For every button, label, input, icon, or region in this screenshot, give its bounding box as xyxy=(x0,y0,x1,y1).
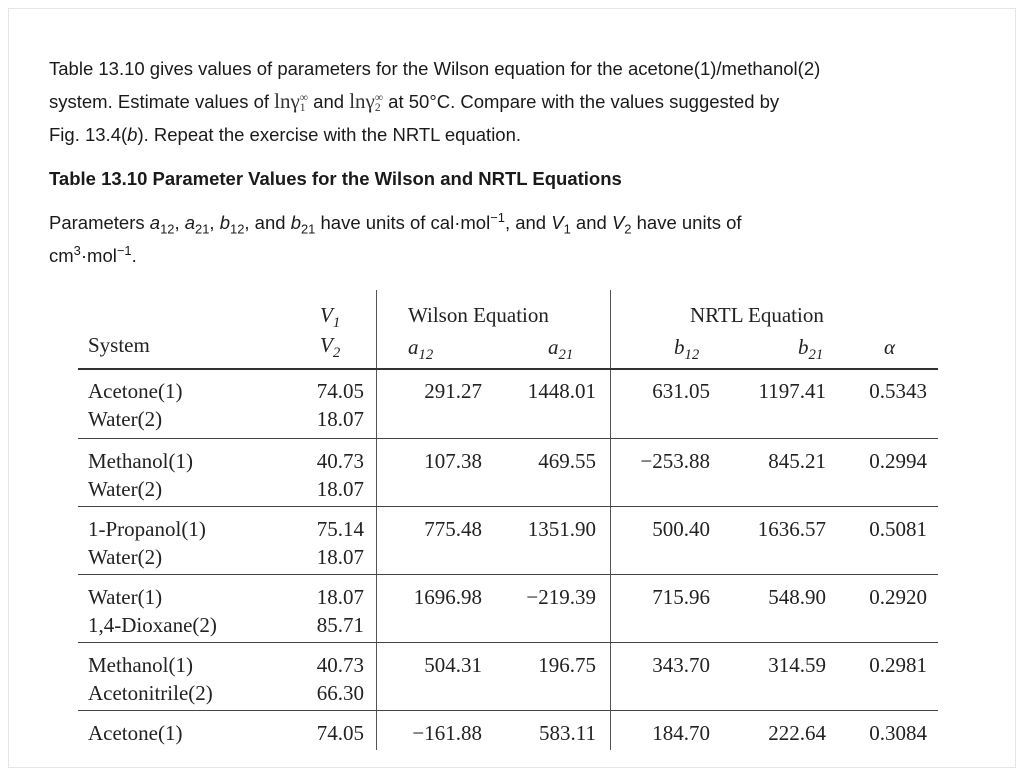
system-component-2: 1,4-Dioxane(2) xyxy=(88,613,217,637)
system-component-1: Acetone(1) xyxy=(88,721,183,745)
system-component-1: 1-Propanol(1) xyxy=(88,517,206,541)
cell-a12: 1696.98 xyxy=(413,585,482,609)
row-rule xyxy=(78,438,938,439)
cell-alpha: 0.5081 xyxy=(869,517,927,541)
cell-b21: 222.64 xyxy=(768,721,826,745)
cell-v1: 75.14 xyxy=(316,517,364,541)
cell-a12: 107.38 xyxy=(424,449,482,473)
system-component-2: Water(2) xyxy=(88,545,163,569)
header-alpha: α xyxy=(884,335,896,359)
cell-a12: 291.27 xyxy=(424,379,482,403)
system-component-1: Methanol(1) xyxy=(88,449,193,473)
header-v2: $V_2$ xyxy=(320,333,341,362)
row-rule xyxy=(78,642,938,643)
cell-v2: 18.07 xyxy=(316,407,364,431)
system-component-1: Methanol(1) xyxy=(88,653,193,677)
system-component-1: Water(1) xyxy=(88,585,163,609)
header-v1: $V_1$ xyxy=(320,303,341,332)
units-note: Parameters $a_{12}$, $a_{21}$, $b_{12}$, and $b_{21}$ have units of cal·mol$^{-1}$, and $V_1$ and $V_2$ have units of $cm^3\cdot mol^{-1}$. xyxy=(49,209,742,266)
cell-b21: 845.21 xyxy=(768,449,826,473)
cell-b12: 500.40 xyxy=(652,517,710,541)
cell-v1: 74.05 xyxy=(316,721,364,745)
cell-v2: 66.30 xyxy=(316,681,364,705)
cell-a12: 504.31 xyxy=(424,653,482,677)
divider-wilson xyxy=(610,290,611,750)
row-rule xyxy=(78,710,938,711)
cell-alpha: 0.5343 xyxy=(869,379,927,403)
cell-a21: 196.75 xyxy=(538,653,596,677)
cell-v1: 40.73 xyxy=(316,449,364,473)
cell-b21: 314.59 xyxy=(768,653,826,677)
cell-alpha: 0.2994 xyxy=(869,449,927,473)
cell-a12: 775.48 xyxy=(424,517,482,541)
cell-v1: 74.05 xyxy=(316,379,364,403)
cell-a21: 469.55 xyxy=(538,449,596,473)
cell-b21: 548.90 xyxy=(768,585,826,609)
problem-line-1: Table 13.10 gives values of parameters for the Wilson equation for the acetone(1)/methanol(2) xyxy=(49,58,821,79)
ln-gamma2: lnγ ∞ 2 xyxy=(349,89,384,115)
table-title: Table 13.10 Parameter Values for the Wilson and NRTL Equations xyxy=(49,168,622,189)
cell-b12: 184.70 xyxy=(652,721,710,745)
cell-a21: 583.11 xyxy=(539,721,596,745)
header-wilson: Wilson Equation xyxy=(408,303,549,327)
header-system: System xyxy=(88,333,150,357)
system-component-2: Water(2) xyxy=(88,477,163,501)
cell-v1: 40.73 xyxy=(316,653,364,677)
cell-b12: 631.05 xyxy=(652,379,710,403)
problem-statement: Table 13.10 gives values of parameters for the Wilson equation for the acetone(1)/methanol(2) system. Estimate values of lnγ ∞ 1 and lnγ ∞ 2 at 50°C. Compare with the values suggested by Fig. 13.4(b). Repeat the exercise with the NRTL equation. xyxy=(49,58,821,145)
system-component-2: Water(2) xyxy=(88,407,163,431)
cell-a21: 1351.90 xyxy=(527,517,596,541)
cell-a12: −161.88 xyxy=(412,721,482,745)
cell-alpha: 0.2981 xyxy=(869,653,927,677)
cell-b21: 1197.41 xyxy=(758,379,826,403)
cell-alpha: 0.2920 xyxy=(869,585,927,609)
cell-a21: −219.39 xyxy=(526,585,596,609)
header-a12: $a_{12}$ xyxy=(408,335,434,364)
header-rule xyxy=(78,368,938,370)
row-rule xyxy=(78,574,938,575)
system-component-2: Acetonitrile(2) xyxy=(88,681,213,705)
cell-v2: 18.07 xyxy=(316,545,364,569)
cell-b12: 715.96 xyxy=(652,585,710,609)
system-component-1: Acetone(1) xyxy=(88,379,183,403)
divider-v xyxy=(376,290,377,750)
header-b21: $b_{21}$ xyxy=(798,335,824,364)
header-nrtl: NRTL Equation xyxy=(690,303,824,327)
cell-v2: 18.07 xyxy=(316,477,364,501)
cell-b12: −253.88 xyxy=(640,449,710,473)
header-b12: $b_{12}$ xyxy=(674,335,700,364)
cell-b21: 1636.57 xyxy=(757,517,826,541)
row-rule xyxy=(78,506,938,507)
cell-b12: 343.70 xyxy=(652,653,710,677)
problem-content xyxy=(49,52,949,272)
cell-alpha: 0.3084 xyxy=(869,721,927,745)
header-a21: $a_{21}$ xyxy=(548,335,574,364)
ln-gamma1: lnγ ∞ 1 xyxy=(274,89,309,115)
problem-line-2a: system. Estimate values of xyxy=(49,91,275,112)
cell-a21: 1448.01 xyxy=(527,379,596,403)
cell-v1: 18.07 xyxy=(316,585,364,609)
cell-v2: 85.71 xyxy=(316,613,364,637)
